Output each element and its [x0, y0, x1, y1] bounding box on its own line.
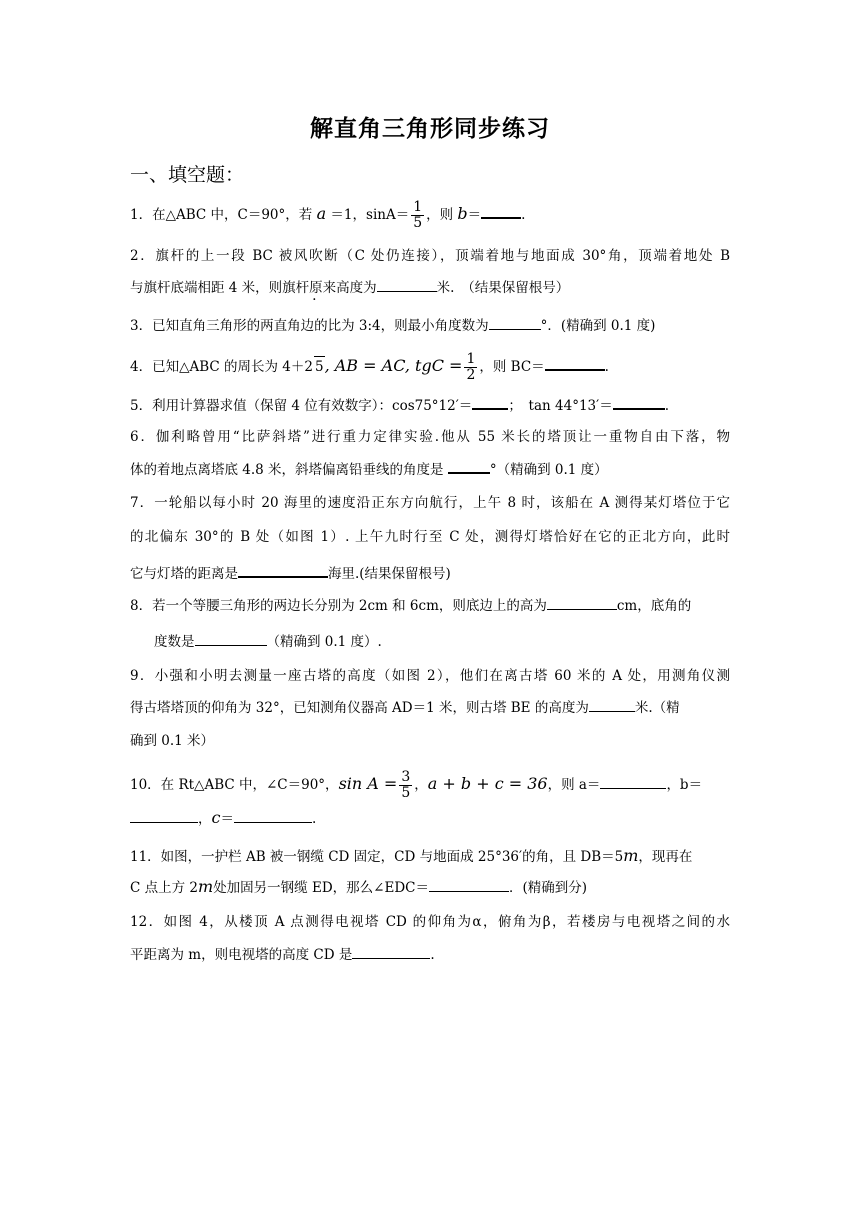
question-6-line-1: 6．伽利略曾用“比萨斜塔”进行重力定律实验.他从 55 米长的塔顶让一重物自由下落，物 [130, 429, 730, 445]
fraction: $\frac{1}{2}$ [466, 351, 476, 383]
question-8-line-1: 8．若一个等腰三角形的两边长分别为 2cm 和 6cm，则底边上的高为 cm，底角的 [130, 595, 730, 616]
question-3: 3．已知直角三角形的两直角边的比为 3:4，则最小角度数为 °．(精确到 0.1 度) [130, 315, 730, 336]
question-9-line-1: 9．小强和小明去测量一座古塔的高度（如图 2），他们在离古塔 60 米的 A 处，用测角仪测 [130, 668, 730, 684]
question-5: 5．利用计算器求值（保留 4 位有效数字）：cos75°12′＝ ； tan 44°13′＝ . [130, 394, 730, 416]
answer-blank[interactable] [130, 808, 198, 823]
question-12-line-1: 12．如图 4，从楼顶 A 点测得电视塔 CD 的仰角为α，俯角为β，若楼房与电视塔之间的水 [130, 914, 730, 930]
question-10-line-2: ，c＝ . [130, 808, 730, 829]
fraction: $\frac{3}{5}$ [401, 769, 411, 801]
answer-blank[interactable] [234, 808, 312, 823]
question-4: 4．已知△ABC 的周长为 4＋2 5, AB = AC, tgC = $\frac{1}{2}$ ，则 BC＝ . [130, 351, 609, 383]
question-11-line-1: 11．如图，一护栏 AB 被一钢缆 CD 固定，CD 与地面成 25°36′的角，且 DB＝5m，现再在 [130, 846, 693, 865]
page-title: 解直角三角形同步练习 [310, 115, 550, 142]
question-10-line-1: 10．在 Rt△ABC 中，∠C＝90°，sin A = $\frac{3}{5}$ ，a + b + c = 36，则 a＝ ，b＝ [130, 769, 703, 801]
question-2-line-2: 与旗杆底端相距 4 米，则旗杆原来高度为 米. （结果保留根号） [130, 277, 730, 298]
answer-blank[interactable] [613, 394, 665, 410]
question-7-line-2: 的北偏东 30°的 B 处（如图 1）. 上午九时行至 C 处，测得灯塔恰好在它的正北方向，此时 [130, 529, 730, 545]
question-1: 1．在△ABC 中，C＝90°，若 a ＝1，sinA＝ $\frac{1}{5}$ ，则 b＝ . [130, 199, 526, 231]
question-6-line-2: 体的着地点离塔底 4.8 米，斜塔偏离铅垂线的角度是 °（精确到 0.1 度） [130, 458, 730, 480]
question-2-line-1: 2．旗杆的上一段 BC 被风吹断（C 处仍连接），顶端着地与地面成 30°角，顶端着地处 B [130, 248, 730, 264]
answer-blank[interactable] [547, 595, 617, 610]
question-9-line-3: 确到 0.1 米） [130, 733, 215, 749]
answer-blank[interactable] [195, 631, 267, 646]
answer-blank[interactable] [472, 394, 508, 410]
answer-blank[interactable] [545, 355, 605, 371]
answer-blank[interactable] [448, 458, 490, 474]
answer-blank[interactable] [481, 203, 521, 219]
answer-blank[interactable] [352, 944, 430, 959]
question-7-line-1: 7．一轮船以每小时 20 海里的速度沿正东方向航行，上午 8 时，该船在 A 测得某灯塔位于它 [130, 495, 730, 511]
answer-blank[interactable] [600, 774, 666, 789]
section-heading: 一、填空题： [130, 164, 245, 186]
question-9-line-2: 得古塔塔顶的仰角为 32°，已知测角仪器高 AD＝1 米，则古塔 BE 的高度为 米.（精 [130, 697, 730, 718]
answer-blank[interactable] [238, 562, 328, 578]
answer-blank[interactable] [377, 277, 437, 292]
question-7-line-3: 它与灯塔的距离是 海里.(结果保留根号) [130, 562, 730, 584]
answer-blank[interactable] [589, 697, 635, 712]
fraction: $\frac{1}{5}$ [413, 199, 423, 231]
question-8-line-2: 度数是 （精确到 0.1 度）. [154, 631, 730, 652]
answer-blank[interactable] [489, 315, 541, 330]
answer-blank[interactable] [429, 877, 509, 892]
question-12-line-2: 平距离为 m，则电视塔的高度 CD 是 . [130, 944, 730, 965]
question-11-line-2: C 点上方 2m处加固另一钢缆 ED，那么∠EDC＝ ．(精确到分) [130, 877, 588, 896]
